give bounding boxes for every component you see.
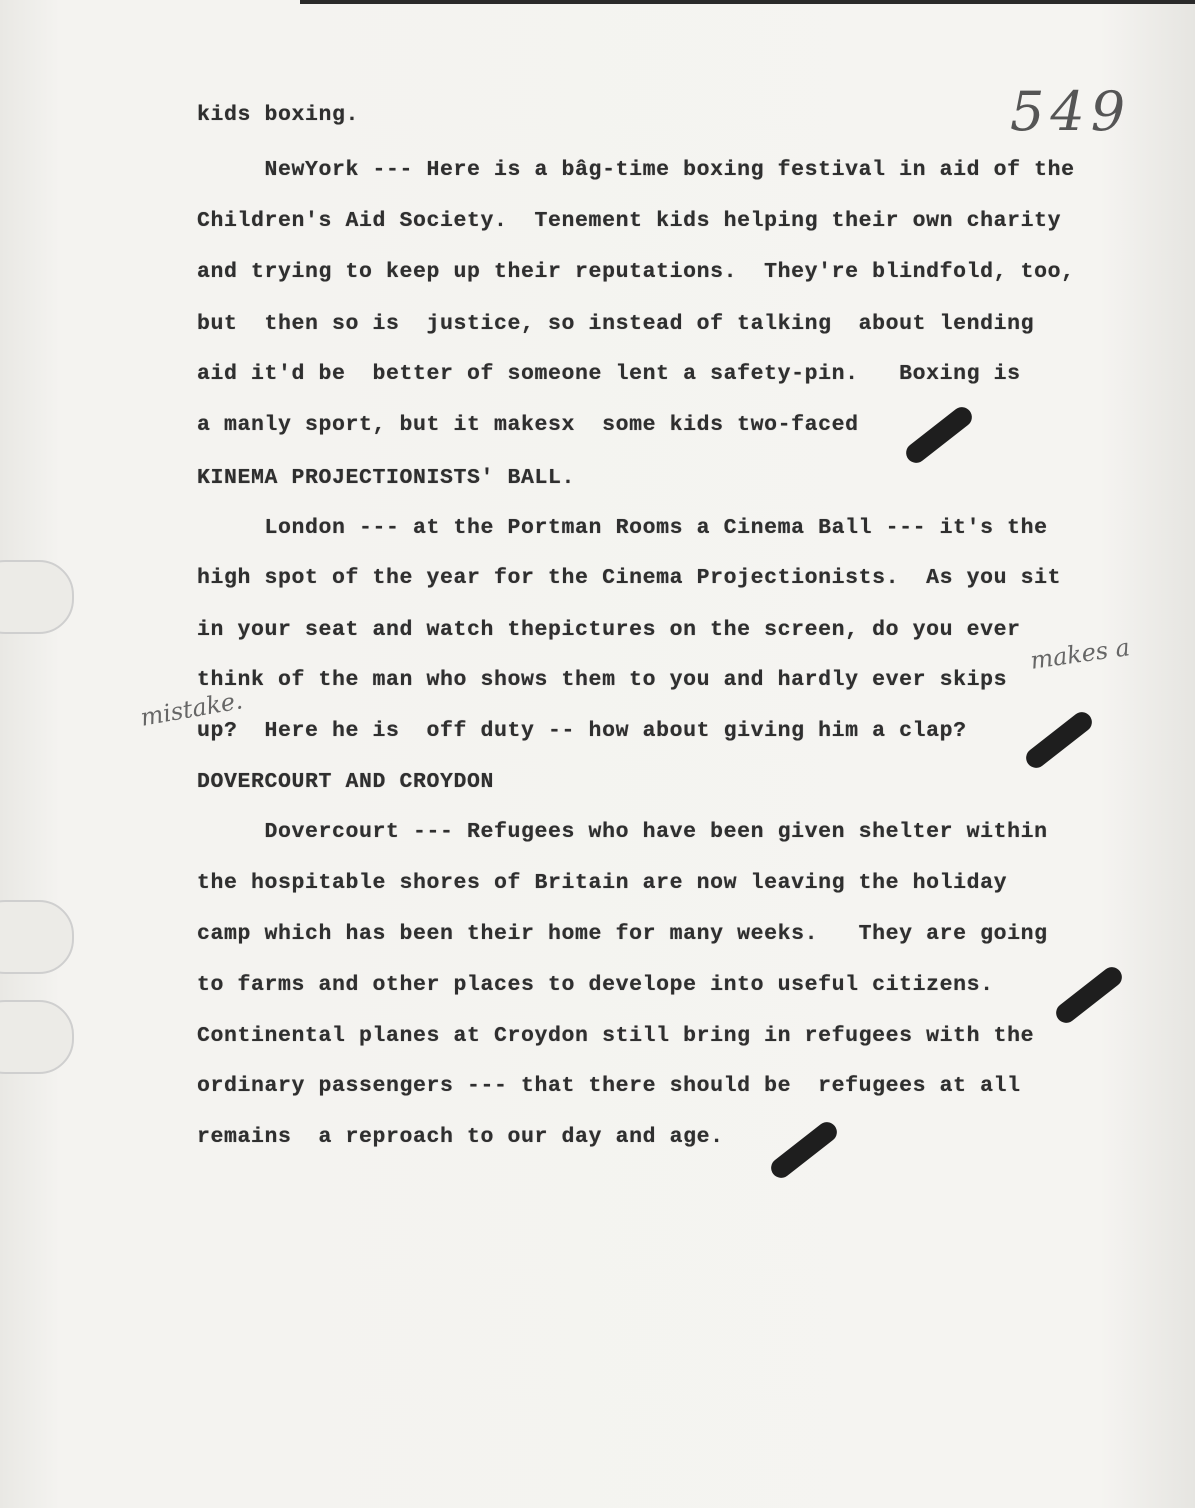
binding-hole bbox=[0, 1000, 74, 1074]
text-line: high spot of the year for the Cinema Projectionists. As you sit bbox=[197, 566, 1062, 590]
text-line: up? Here he is off duty -- how about giving him a clap? bbox=[197, 719, 967, 743]
binding-hole bbox=[0, 900, 74, 974]
text-line: remains a reproach to our day and age. bbox=[197, 1125, 724, 1149]
text-line: camp which has been their home for many weeks. They are going bbox=[197, 922, 1048, 946]
binding-hole bbox=[0, 560, 74, 634]
end-mark bbox=[767, 1118, 841, 1182]
text-line: ordinary passengers --- that there should be refugees at all bbox=[197, 1074, 1021, 1098]
section-heading: KINEMA PROJECTIONISTS' BALL. bbox=[197, 466, 576, 490]
end-mark bbox=[1052, 963, 1126, 1027]
handwritten-annotation: mistake. bbox=[138, 686, 245, 732]
text-line: think of the man who shows them to you and hardly ever skips bbox=[197, 668, 1008, 692]
handwritten-annotation: makes a bbox=[1028, 633, 1132, 675]
text-line: aid it'd be better of someone lent a safety-pin. Boxing is bbox=[197, 362, 1021, 386]
text-line: to farms and other places to develope into useful citizens. bbox=[197, 973, 994, 997]
text-line: and trying to keep up their reputations. They're blindfold, too, bbox=[197, 260, 1075, 284]
text-line: kids boxing. bbox=[197, 103, 360, 127]
text-line: a manly sport, but it makesx some kids two-faced bbox=[197, 413, 859, 437]
text-line: Continental planes at Croydon still bring in refugees with the bbox=[197, 1024, 1035, 1048]
text-line: in your seat and watch thepictures on the screen, do you ever bbox=[197, 618, 1021, 642]
page-number: 549 bbox=[1010, 80, 1132, 143]
text-line: London --- at the Portman Rooms a Cinema Ball --- it's the bbox=[197, 516, 1048, 540]
page-top-edge bbox=[300, 0, 1195, 4]
text-line: but then so is justice, so instead of talking about lending bbox=[197, 312, 1035, 336]
end-mark bbox=[902, 403, 976, 467]
text-line: Children's Aid Society. Tenement kids helping their own charity bbox=[197, 209, 1062, 233]
text-line: Dovercourt --- Refugees who have been given shelter within bbox=[197, 820, 1048, 844]
end-mark bbox=[1022, 708, 1096, 772]
text-line: NewYork --- Here is a bâg-time boxing festival in aid of the bbox=[197, 158, 1075, 182]
text-line: the hospitable shores of Britain are now leaving the holiday bbox=[197, 871, 1008, 895]
section-heading: DOVERCOURT AND CROYDON bbox=[197, 770, 495, 794]
